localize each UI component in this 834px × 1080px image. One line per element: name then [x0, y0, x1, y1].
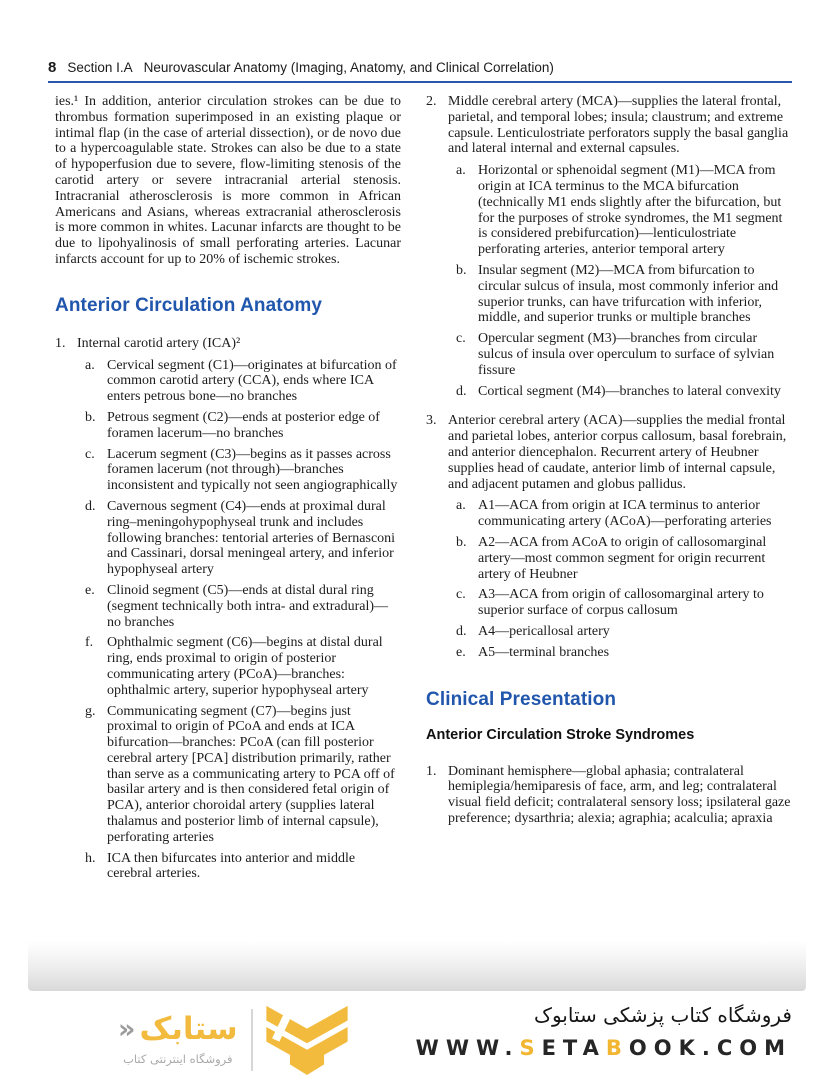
url-segment: B [605, 1036, 629, 1060]
list-item [426, 764, 794, 827]
list-item-text: A5—terminal branches [478, 644, 610, 660]
list-item [456, 624, 794, 640]
page-body [55, 94, 794, 887]
list-item-text: Anterior cerebral artery (ACA)—supplies the medial frontal and parietal lobes, anterior corpus callosum, basal forebrain, and anterior diencephalon. Recurrent artery of Heubner supplies head of caudate, anterior limb of internal capsule, and adjacent putamen and globus pallidus. [448, 413, 787, 492]
list-item [85, 851, 401, 883]
list-item-label: a. [456, 163, 466, 179]
guillemet-icon: « [118, 1014, 136, 1045]
chevron-emblem-icon [266, 1001, 348, 1079]
list-item [85, 499, 401, 578]
list-item-text: Cavernous segment (C4)—ends at proximal dural ring–meningohypophyseal trunk and includes following branches: tentorial arteries of Bernasconi and Cassinari, dorsal meningeal artery, and inferior hypophyseal artery [107, 498, 396, 578]
page-header [48, 59, 792, 83]
list-item-text: Middle cerebral artery (MCA)—supplies the lateral frontal, parietal, and temporal lobes; insula; claustrum; and extreme capsule. Lenticulostriate perforators supply the basal ganglia and lateral internal and external capsules. [448, 94, 789, 157]
list-item-text: Opercular segment (M3)—branches from circular sulcus of insula over operculum to surface of sylvian fissure [478, 331, 775, 378]
list-item-label: b. [456, 262, 467, 278]
list-item [55, 336, 401, 352]
list-item-label: 3. [426, 413, 437, 429]
list-item-text: A3—ACA from origin of callosomarginal artery to superior surface of corpus callosum [478, 587, 764, 619]
footer-branding [0, 997, 834, 1080]
list-item-text: Insular segment (M2)—MCA from bifurcation to circular sulcus of insula, most commonly inferior and superior trunks, can have trifurcation with inferior, middle, and superior trunks or multiple branches [478, 262, 779, 326]
list-item-label: d. [456, 623, 467, 639]
list-item-label: 1. [426, 763, 437, 779]
aca-segment-list [426, 498, 794, 660]
intro-paragraph: ies.¹ In addition, anterior circulation strokes can be due to thrombus formation superimposed in an existing plaque or intimal flap (in the case of arterial dissection), or de novo due to a hypercoagulable state. Strokes can also be due to a state of hypoperfusion due to severe, flow-limiting stenosis of the carotid artery or severe intracranial arterial stenosis. Intracranial atherosclerosis is more common in African Americans and Asians, whereas extracranial atherosclerosis is more common in whites. Lacunar infarcts are thought to be due to lipohyalinosis of small perforating arteries. Lacunar infarcts account for up to 20% of ischemic strokes. [55, 94, 401, 267]
list-item-text: A1—ACA from origin at ICA terminus to anterior communicating artery (ACoA)—perforating arteries [478, 498, 772, 530]
mca-item [426, 94, 794, 157]
list-item-text: Communicating segment (C7)—begins just proximal to origin of PCoA and ends at ICA bifurcation—branches: PCoA (can fill posterior cerebral artery [PCA] distribution primarily, rather than serve as a communicating artery to PCA off of basilar artery and is then considered fetal origin of PCA), anterior choroidal artery (supplies lateral thalamus and posterior limb of internal capsule), perforating arteries [107, 703, 395, 845]
list-item [85, 583, 401, 630]
list-item-text: A2—ACA from ACoA to origin of callosomarginal artery—most common segment for origin recurrent artery of Heubner [478, 534, 767, 582]
url-segment: ETA [541, 1036, 606, 1060]
list-item [85, 635, 401, 698]
list-item-label: a. [456, 498, 466, 514]
list-item [456, 163, 794, 258]
list-item-text: Ophthalmic segment (C6)—begins at distal dural ring, ends proximal to origin of posterior communicating artery (PCoA)—branches: ophthalmic artery, superior hypophyseal artery [107, 635, 383, 698]
list-item-text: A4—pericallosal artery [478, 623, 610, 639]
list-item-label: c. [85, 446, 95, 462]
list-item [85, 410, 401, 442]
list-item-label: h. [85, 850, 96, 866]
section-label: Section I.A [67, 60, 133, 75]
list-item-text: ICA then bifurcates into anterior and middle cerebral arteries. [107, 850, 356, 882]
list-item [456, 587, 794, 619]
list-item-label: a. [85, 357, 95, 373]
right-column [426, 94, 794, 887]
logo-divider [251, 1009, 253, 1071]
list-item-text: Clinoid segment (C5)—ends at distal dural ring (segment technically both intra- and extradural)—no branches [107, 582, 389, 630]
setabook-logo [118, 1001, 348, 1079]
list-item-label: 2. [426, 94, 437, 109]
list-item-label: b. [85, 409, 96, 425]
spacer [426, 404, 794, 413]
website-url [416, 1036, 792, 1060]
list-item [456, 263, 794, 326]
list-item-text: Cortical segment (M4)—branches to lateral convexity [478, 383, 781, 399]
list-item-label: b. [456, 534, 467, 550]
store-name-farsi: فروشگاه کتاب پزشکی ستابوک [534, 1003, 792, 1027]
list-item [456, 331, 794, 378]
list-item-text: Cervical segment (C1)—originates at bifurcation of common carotid artery (CCA), ends where ICA enters petrous bone—no branches [107, 357, 397, 405]
list-item-text: Dominant hemisphere—global aphasia; contralateral hemiplegia/hemiparesis of face, arm, and leg; contralateral visual field deficit; contralateral sensory loss; ipsilateral gaze preference; dysarthria; alexia; agraphia; acalculia; apraxia [448, 763, 791, 826]
stroke-item-list [426, 764, 794, 827]
footer-text-block [416, 1003, 792, 1060]
clinical-heading: Clinical Presentation [426, 688, 617, 710]
url-segment: OOK.COM [628, 1036, 792, 1060]
ica-item [55, 336, 401, 352]
list-item-label: e. [456, 644, 466, 660]
list-item-label: c. [456, 331, 466, 347]
list-item [456, 384, 794, 400]
list-item [456, 535, 794, 582]
list-item-label: e. [85, 582, 95, 598]
list-item-text: Internal carotid artery (ICA)² [77, 335, 241, 351]
url-segment: WWW. [415, 1036, 520, 1060]
list-item [426, 413, 794, 492]
url-segment: S [519, 1036, 542, 1060]
list-item [85, 447, 401, 494]
aca-item [426, 413, 794, 492]
mca-segment-list [426, 163, 794, 399]
logo-tagline: فروشگاه اینترنتی کتاب [123, 1052, 233, 1066]
list-item-label: d. [456, 383, 467, 399]
list-item [456, 645, 794, 661]
list-item [85, 358, 401, 405]
page-number: 8 [48, 59, 57, 76]
logo-wordmark-row [118, 1011, 238, 1047]
list-item-text: Horizontal or sphenoidal segment (M1)—MCA from origin at ICA terminus to the MCA bifurcation (technically M1 ends slightly after the bifurcation, but for the purposes of stroke syndromes, the M1 segment is considered prebifurcation)—lenticulostriate perforating arteries, anterior temporal artery [478, 163, 783, 258]
list-item-label: c. [456, 587, 466, 603]
list-item [85, 704, 401, 846]
stroke-syndromes-subheading: Anterior Circulation Stroke Syndromes [426, 726, 695, 743]
list-item-label: f. [85, 635, 94, 651]
anatomy-heading: Anterior Circulation Anatomy [55, 294, 323, 316]
list-item-label: d. [85, 498, 96, 514]
list-item-label: 1. [55, 335, 66, 351]
list-item-label: g. [85, 703, 96, 719]
list-item-text: Petrous segment (C2)—ends at posterior edge of foramen lacerum—no branches [107, 409, 380, 441]
running-title: Neurovascular Anatomy (Imaging, Anatomy, and Clinical Correlation) [143, 60, 554, 75]
list-item [456, 498, 794, 530]
list-item-text: Lacerum segment (C3)—begins as it passes across foramen lacerum (not through)—branches inconsistent and typically not seen angiographically [107, 446, 398, 494]
list-item [426, 94, 794, 157]
logo-wordmark-block [118, 1011, 238, 1066]
logo-wordmark: ستابک [139, 1011, 238, 1047]
ica-segment-list [55, 358, 401, 883]
left-column [55, 94, 401, 887]
page-edge-shadow [28, 941, 806, 991]
